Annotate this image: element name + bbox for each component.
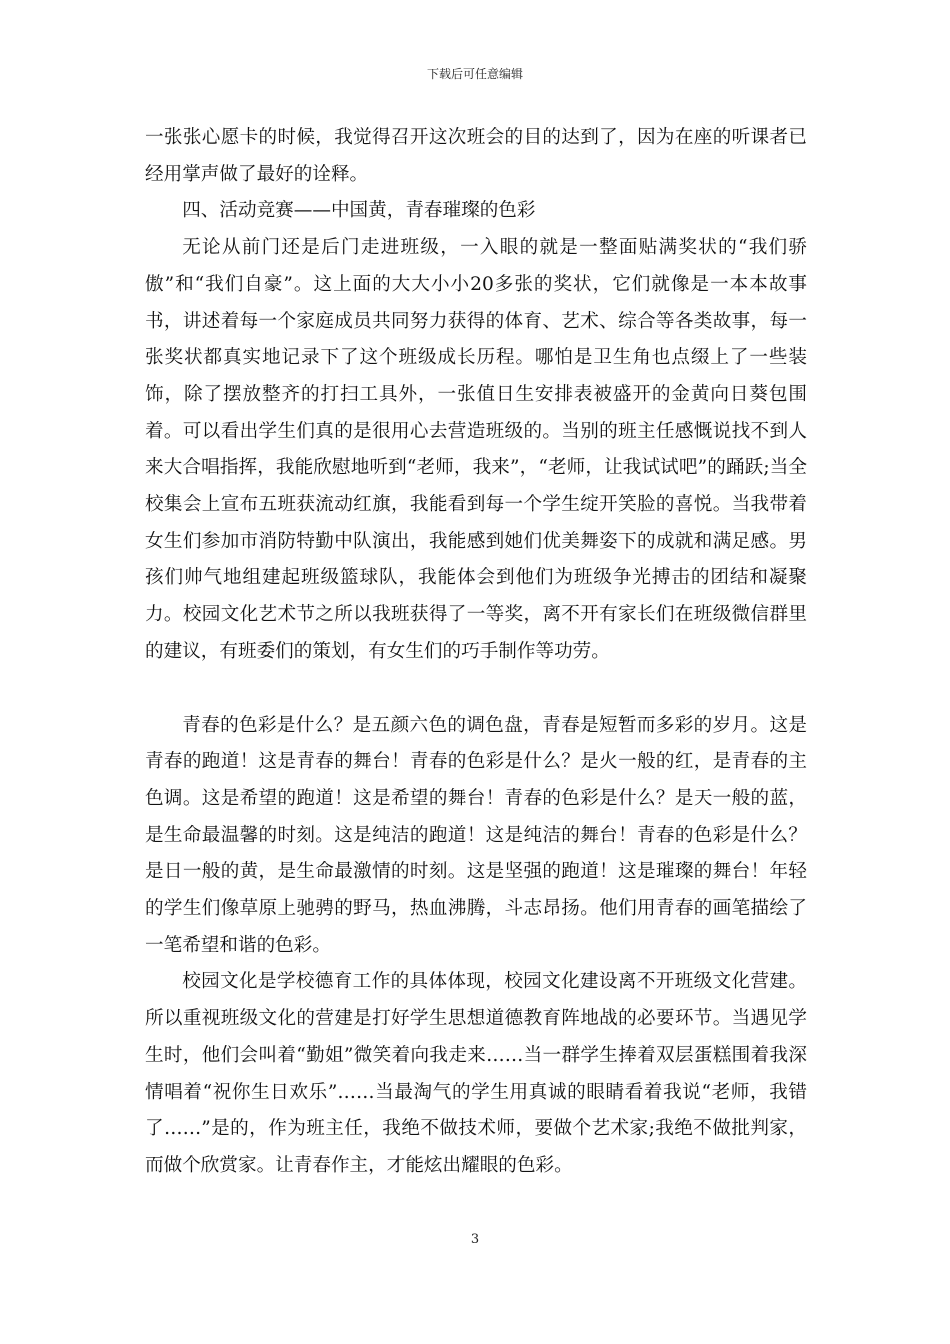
paragraph-campus-culture: 校园文化是学校德育工作的具体体现，校园文化建设离不开班级文化营建。所以重视班级文化的营建是打好学生思想道德教育阵地战的必要环节。当遇见学生时，他们会叫着“勤姐”微笑着向我走来……当一群学生捧着双层蛋糕围着我深情唱着“祝你生日欢乐”……当最淘气的学生用真诚的眼睛看着我说“老师，我错了……”是的，作为班主任，我绝不做技术师，要做个艺术家;我绝不做批判家，而做个欣赏家。让青春作主，才能炫出耀眼的色彩。 xyxy=(145,971,807,1176)
paragraph-gap xyxy=(145,671,807,708)
document-body xyxy=(145,120,807,1185)
paragraph-youth-colors: 青春的色彩是什么？是五颜六色的调色盘，青春是短暂而多彩的岁月。这是青春的跑道！这是青春的舞台！青春的色彩是什么？是火一般的红，是青春的主色调。这是希望的跑道！这是希望的舞台！青春的色彩是什么？是天一般的蓝，是生命最温馨的时刻。这是纯洁的跑道！这是纯洁的舞台！青春的色彩是什么？是日一般的黄，是生命最激情的时刻。这是坚强的跑道！这是璀璨的舞台！年轻的学生们像草原上驰骋的野马，热血沸腾，斗志昂扬。他们用青春的画笔描绘了一笔希望和谐的色彩。 xyxy=(145,714,807,956)
paragraph-continuation: 一张张心愿卡的时候，我觉得召开这次班会的目的达到了，因为在座的听课者已经用掌声做了最好的诠释。 xyxy=(145,127,807,185)
page-header-note: 下载后可任意编辑 xyxy=(426,67,523,81)
page-number: 3 xyxy=(470,1232,480,1247)
section-heading: 四、活动竞赛——中国黄，青春璀璨的色彩 xyxy=(182,200,536,222)
paragraph-awards: 无论从前门还是后门走进班级，一入眼的就是一整面贴满奖状的“我们骄傲”和“我们自豪”。这上面的大大小小20多张的奖状，它们就像是一本本故事书，讲述着每一个家庭成员共同努力获得的体育、艺术、综合等各类故事，每一张奖状都真实地记录下了这个班级成长历程。哪怕是卫生角也点缀上了一些装饰，除了摆放整齐的打扫工具外，一张值日生安排表被盛开的金黄向日葵包围着。可以看出学生们真的是很用心去营造班级的。当别的班主任感慨说找不到人来大合唱指挥，我能欣慰地听到“老师，我来”，“老师，让我试试吧”的踊跃;当全校集会上宣布五班获流动红旗，我能看到每一个学生绽开笑脸的喜悦。当我带着女生们参加市消防特勤中队演出，我能感到她们优美舞姿下的成就和满足感。男孩们帅气地组建起班级篮球队，我能体会到他们为班级争光搏击的团结和凝聚力。校园文化艺术节之所以我班获得了一等奖，离不开有家长们在班级微信群里的建议，有班委们的策划，有女生们的巧手制作等功劳。 xyxy=(145,237,807,662)
